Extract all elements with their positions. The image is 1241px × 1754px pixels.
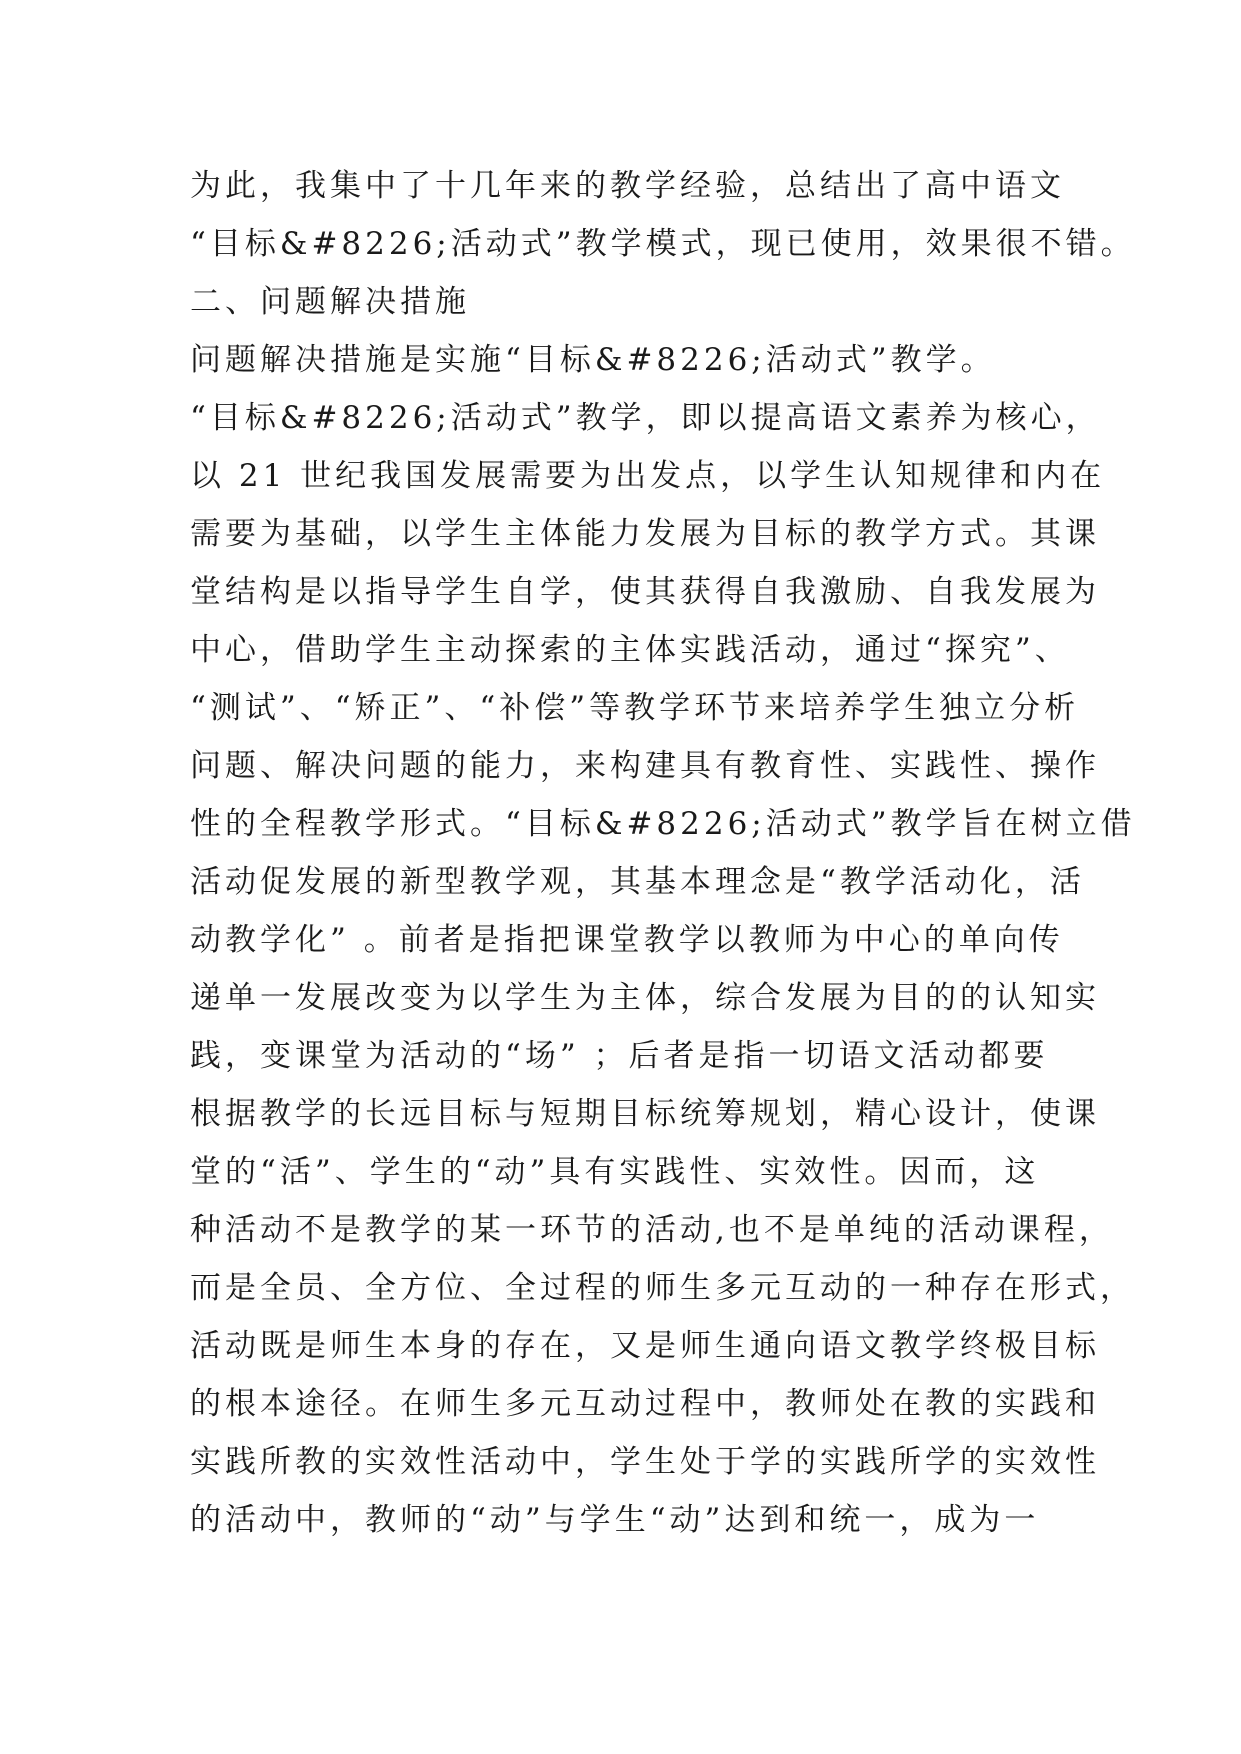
- text-line: 根据教学的长远目标与短期目标统筹规划，精心设计，使课: [190, 1096, 1100, 1132]
- body-text: [190, 157, 1136, 1549]
- text-line: 种活动不是教学的某一环节的活动,也不是单纯的活动课程，: [190, 1212, 1114, 1248]
- text-line: 实践所教的实效性活动中，学生处于学的实践所学的实效性: [190, 1444, 1100, 1480]
- text-line: 践，变课堂为活动的“场” ；后者是指一切语文活动都要: [190, 1038, 1049, 1074]
- text-line: 堂的“活”、学生的“动”具有实践性、实效性。因而，这: [190, 1154, 1040, 1190]
- text-line: “目标&#8226;活动式”教学，即以提高语文素养为核心，: [190, 400, 1101, 436]
- text-line: 以 21 世纪我国发展需要为出发点，以学生认知规律和内在: [190, 458, 1106, 494]
- text-line: 而是全员、全方位、全过程的师生多元互动的一种存在形式，: [190, 1270, 1135, 1306]
- text-line: 堂结构是以指导学生自学，使其获得自我激励、自我发展为: [190, 574, 1100, 610]
- text-line: 活动既是师生本身的存在，又是师生通向语文教学终极目标: [190, 1328, 1100, 1364]
- text-line: 需要为基础，以学生主体能力发展为目标的教学方式。其课: [190, 516, 1100, 552]
- text-line: 中心，借助学生主动探索的主体实践活动，通过“探究”、: [190, 632, 1070, 668]
- text-line: 性的全程教学形式。“目标&#8226;活动式”教学旨在树立借: [190, 806, 1136, 842]
- text-line: “目标&#8226;活动式”教学模式，现已使用，效果很不错。: [190, 226, 1136, 262]
- text-line: 的活动中，教师的“动”与学生“动”达到和统一，成为一: [190, 1502, 1040, 1538]
- text-line: 为此，我集中了十几年来的教学经验，总结出了高中语文: [190, 168, 1065, 204]
- text-line: 活动促发展的新型教学观，其基本理念是“教学活动化，活: [190, 864, 1085, 900]
- section-heading: 二、问题解决措施: [190, 284, 470, 320]
- text-line: 递单一发展改变为以学生为主体，综合发展为目的的认知实: [190, 980, 1100, 1016]
- text-line: 的根本途径。在师生多元互动过程中，教师处在教的实践和: [190, 1386, 1100, 1422]
- text-line: 问题、解决问题的能力，来构建具有教育性、实践性、操作: [190, 748, 1100, 784]
- text-line: 问题解决措施是实施“目标&#8226;活动式”教学。: [190, 342, 996, 378]
- text-line: “测试”、“矫正”、“补偿”等教学环节来培养学生独立分析: [190, 690, 1080, 726]
- text-line: 动教学化” 。前者是指把课堂教学以教师为中心的单向传: [190, 922, 1064, 958]
